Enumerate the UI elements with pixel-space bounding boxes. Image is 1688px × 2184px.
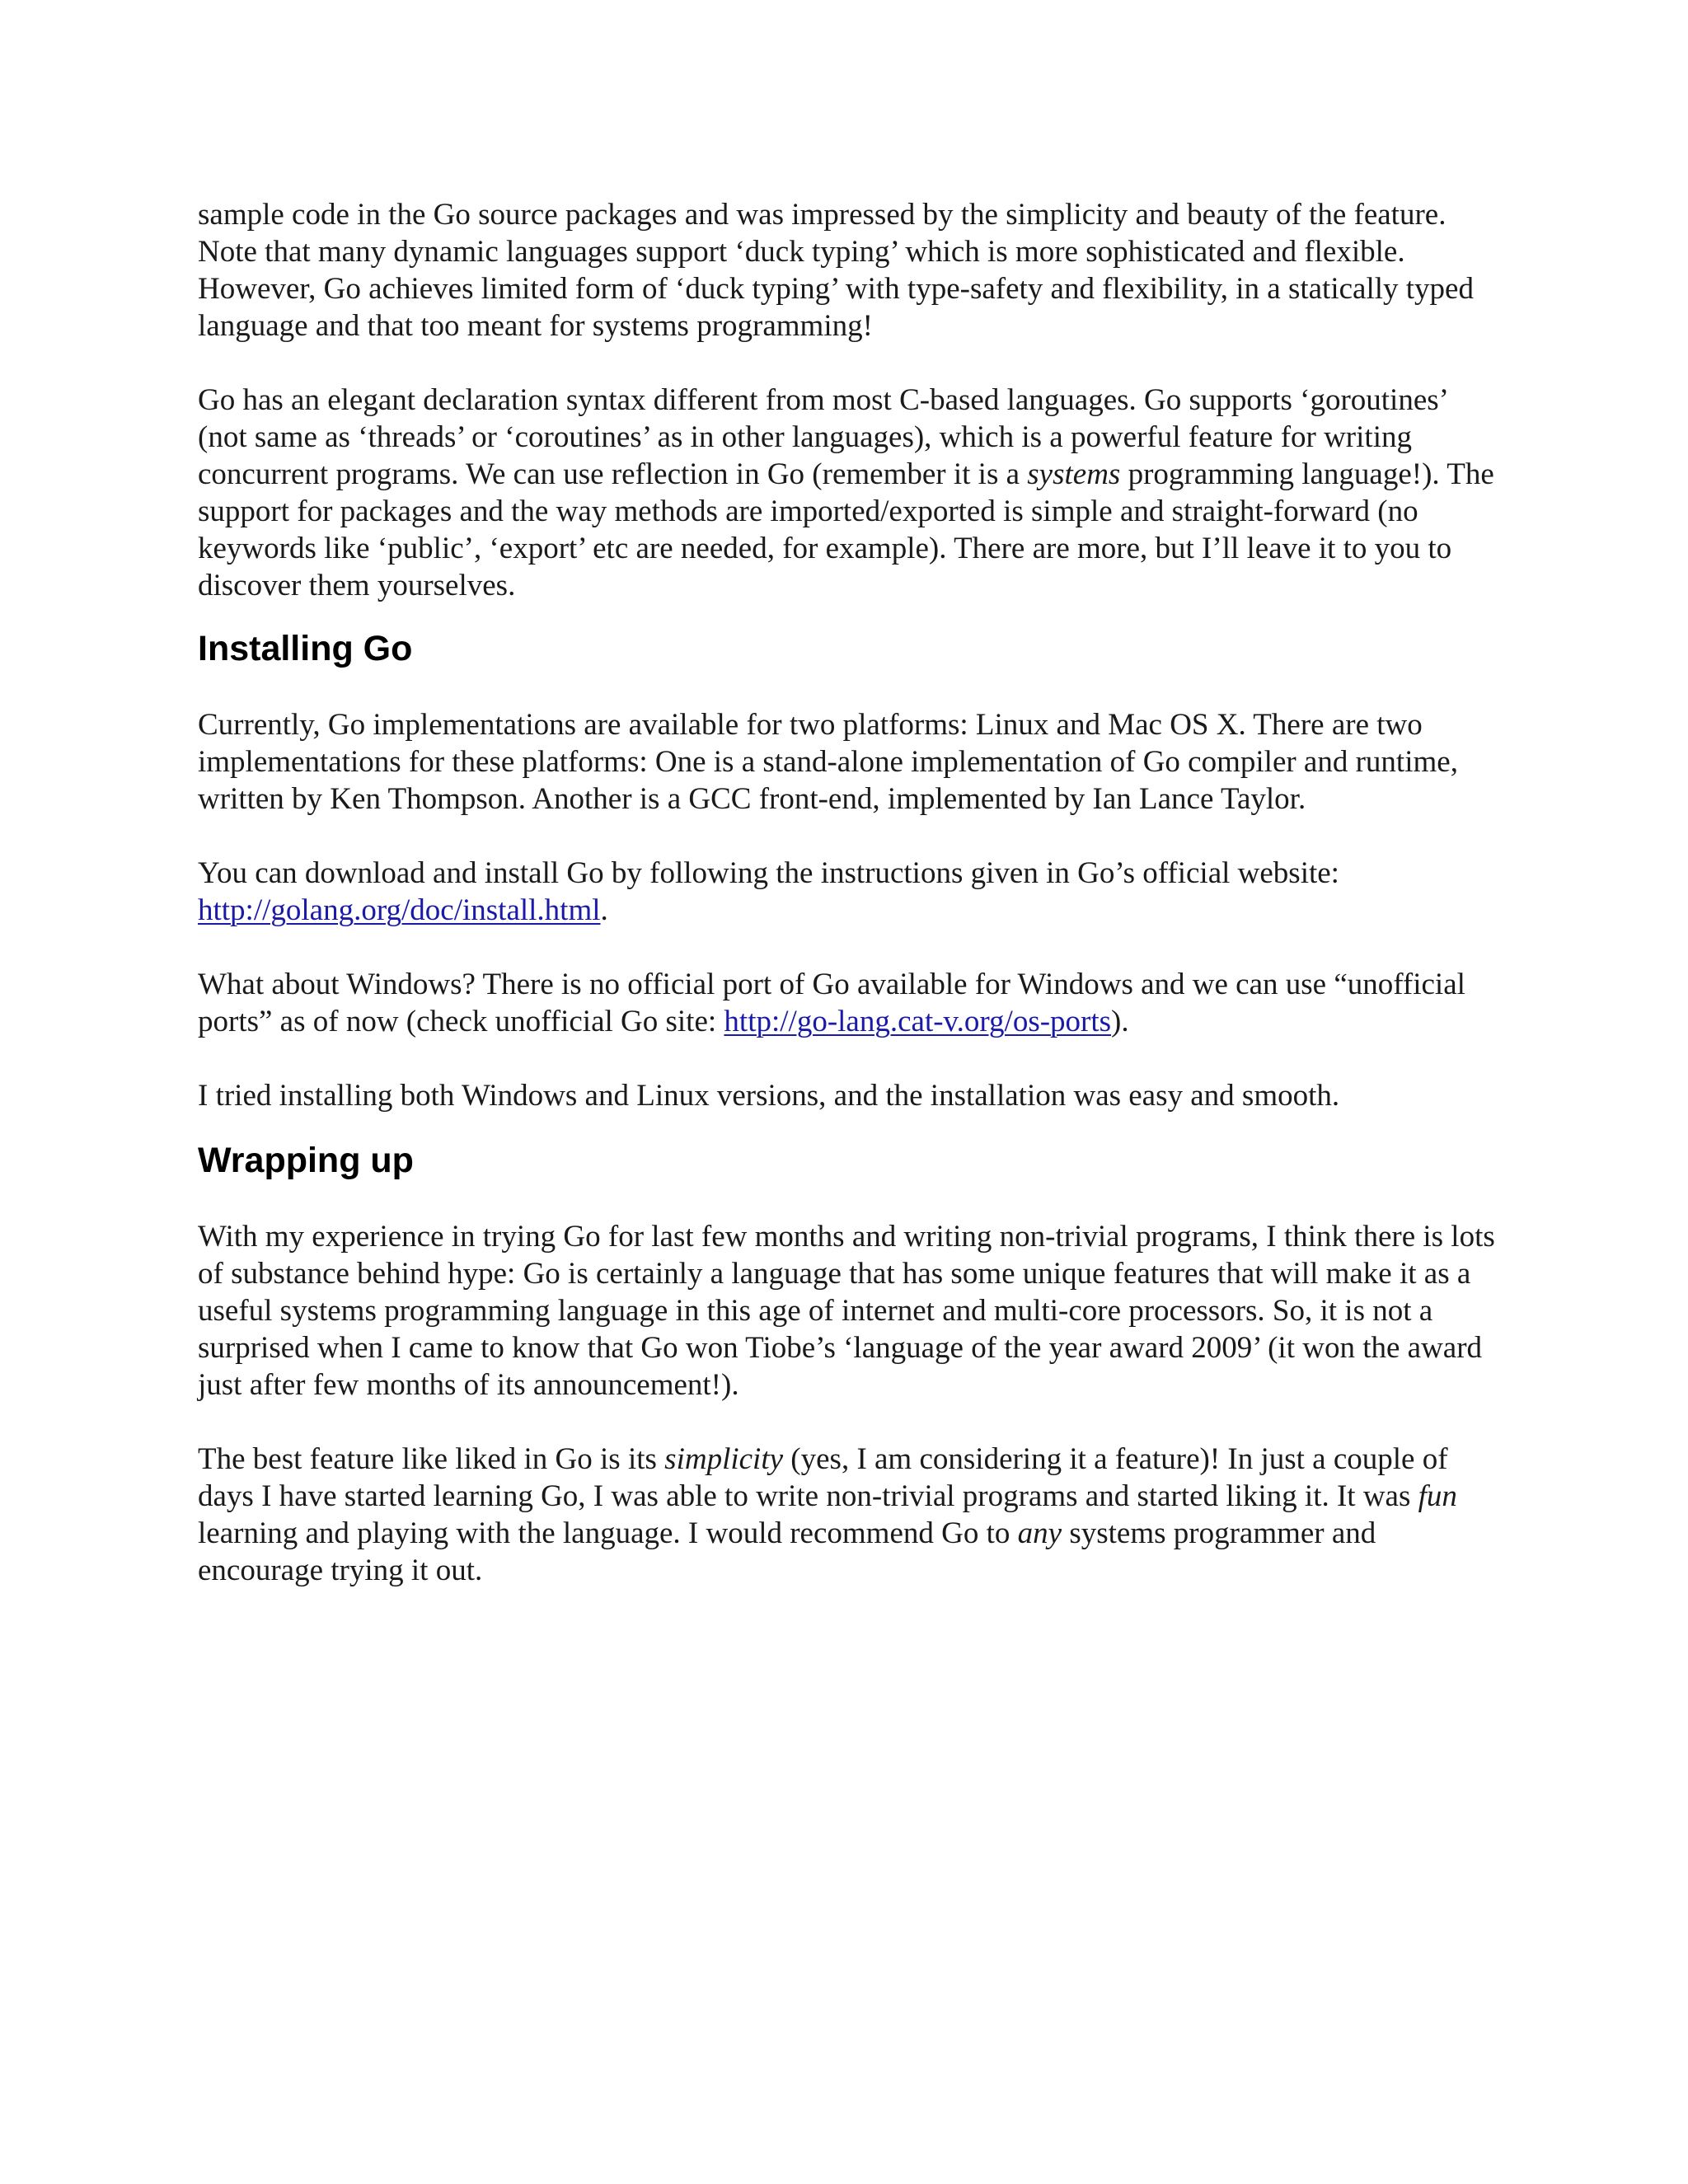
paragraph-text: ). — [1111, 1005, 1129, 1038]
paragraph-text: . — [600, 893, 608, 927]
paragraph-text: What about Windows? There is no official port of Go available for Windows and we can use “unofficial ports” as of now (check unofficial Go site: — [198, 968, 1465, 1038]
paragraph-download — [198, 855, 1500, 929]
os-ports-link[interactable]: http://go-lang.cat-v.org/os-ports — [724, 1005, 1112, 1038]
emphasis-any: any — [1017, 1516, 1062, 1550]
paragraph-text: (yes, I am considering it a feature)! In just a couple of days I have started learning Go, I was able to write non-trivial programs and started liking it. It was — [198, 1442, 1448, 1513]
paragraph-implementations — [198, 706, 1500, 818]
paragraph-text: The best feature like liked in Go is its — [198, 1442, 665, 1476]
paragraph-installation-experience — [198, 1077, 1500, 1114]
install-link[interactable]: http://golang.org/doc/install.html — [198, 893, 601, 927]
paragraph-best-feature — [198, 1441, 1500, 1589]
paragraph-duck-typing — [198, 196, 1500, 344]
paragraph-text: learning and playing with the language. I would recommend Go to — [198, 1516, 1018, 1550]
paragraph-text: sample code in the Go source packages and was impressed by the simplicity and beauty of the feature. Note that many dynamic languages support ‘duck typing’ which is more sophisticated and flexible. However, Go achieves limited form of ‘duck typing’ with type-safety and flexibility, in a statically typed language and that too meant for systems programming! — [198, 198, 1474, 343]
emphasis-systems: systems — [1027, 457, 1121, 491]
paragraph-declaration-syntax — [198, 382, 1500, 604]
paragraph-windows — [198, 966, 1500, 1040]
paragraph-text: systems programmer and encourage trying it out. — [198, 1516, 1376, 1587]
document-page — [198, 196, 1500, 1626]
emphasis-simplicity: simplicity — [664, 1442, 784, 1476]
paragraph-text: Go has an elegant declaration syntax different from most C-based languages. Go supports ‘goroutines’ (not same as ‘threads’ or ‘coroutines’ as in other languages), which is a powerful feature for writing concurrent programs. We can use reflection in Go (remember it is a — [198, 383, 1447, 491]
paragraph-text: You can download and install Go by following the instructions given in Go’s official website: — [198, 856, 1339, 890]
paragraph-text: Currently, Go implementations are available for two platforms: Linux and Mac OS X. There are two implementations for these platforms: One is a stand-alone implementation of Go compiler and runtime, written by Ken Thompson. Another is a GCC front-end, implemented by Ian Lance Taylor. — [198, 708, 1458, 816]
paragraph-experience — [198, 1218, 1500, 1404]
paragraph-text: With my experience in trying Go for last few months and writing non-trivial programs, I think there is lots of substance behind hype: Go is certainly a language that has some unique features that will make it as a useful systems programming language in this age of internet and multi-core processors. So, it is not a surprised when I came to know that Go won Tiobe’s ‘language of the year award 2009’ (it won the award just after few months of its announcement!). — [198, 1220, 1495, 1402]
emphasis-fun: fun — [1418, 1479, 1457, 1513]
paragraph-text: programming language!). The support for packages and the way methods are imported/exported is simple and straight-forward (no keywords like ‘public’, ‘export’ etc are needed, for example). There are more, but I’ll leave it to you to discover them yourselves. — [198, 457, 1494, 602]
heading-wrapping-up: Wrapping up — [198, 1141, 414, 1180]
paragraph-text: I tried installing both Windows and Linux versions, and the installation was easy and smooth. — [198, 1079, 1340, 1113]
heading-installing-go: Installing Go — [198, 629, 413, 668]
